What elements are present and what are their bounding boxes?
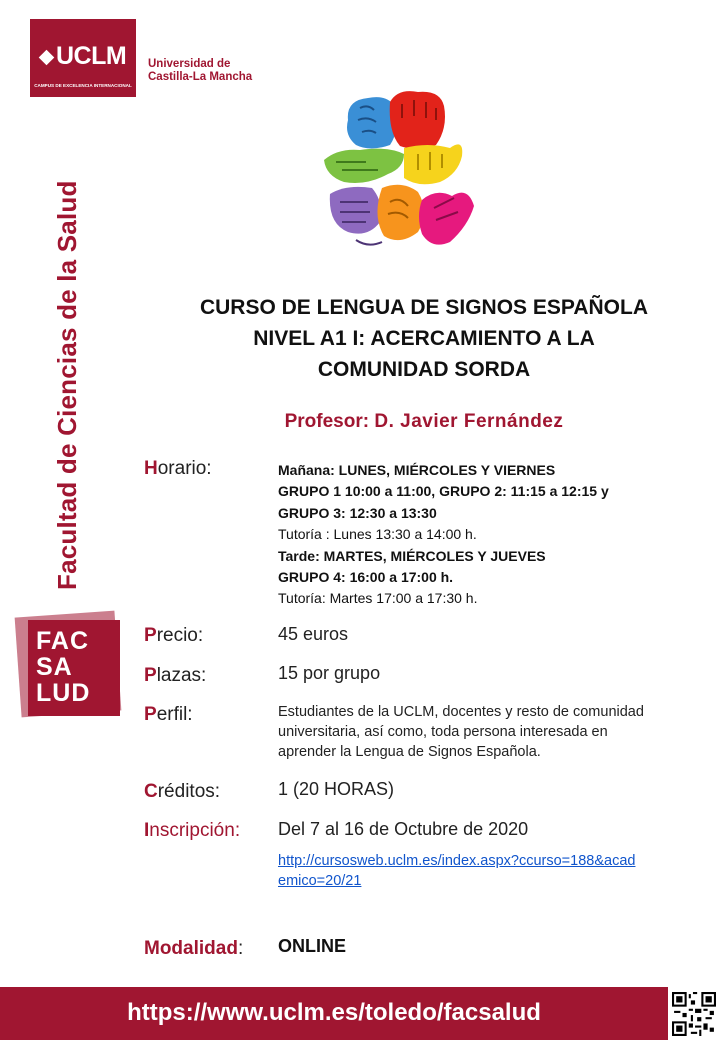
teacher-label: Profesor: bbox=[284, 411, 370, 432]
faculty-vertical-title: Facultad de Ciencias de la Salud bbox=[52, 180, 82, 590]
inscripcion-label-first: I bbox=[144, 820, 150, 841]
course-title-line2: NIVEL A1 I: ACERCAMIENTO A LA bbox=[253, 327, 595, 350]
registration-link-line2[interactable]: emico=20/21 bbox=[278, 873, 362, 889]
facsalud-logo-text bbox=[36, 628, 90, 706]
precio-value: 45 euros bbox=[278, 624, 349, 644]
creditos-label-first: C bbox=[144, 781, 158, 802]
schedule-line: GRUPO 3: 12:30 a 13:30 bbox=[278, 504, 437, 521]
horario-label-first: H bbox=[144, 458, 158, 479]
inscripcion-dates: Del 7 al 16 de Octubre de 2020 bbox=[278, 819, 529, 839]
schedule-line: GRUPO 1 10:00 a 11:00, GRUPO 2: 11:15 a 12:15 y bbox=[278, 483, 609, 500]
university-line2: Castilla-La Mancha bbox=[148, 71, 253, 83]
sign-language-hands-image bbox=[318, 90, 478, 255]
schedule-line: Tutoría : Lunes 13:30 a 14:00 h. bbox=[278, 526, 477, 543]
modalidad-label-colon: : bbox=[237, 938, 244, 959]
plazas-label bbox=[144, 665, 206, 687]
horario-label bbox=[144, 458, 212, 480]
registration-link-line1[interactable]: http://cursosweb.uclm.es/index.aspx?ccurso=188&acad bbox=[278, 853, 636, 869]
perfil-label-rest: erfil: bbox=[156, 704, 193, 725]
schedule bbox=[278, 460, 609, 610]
creditos-value: 1 (20 HORAS) bbox=[278, 779, 395, 799]
horario-label-rest: orario: bbox=[157, 458, 212, 479]
schedule-line: Mañana: LUNES, MIÉRCOLES Y VIERNES bbox=[278, 462, 556, 478]
schedule-line: GRUPO 4: 16:00 a 17:00 h. bbox=[278, 569, 454, 586]
course-title-line1: CURSO DE LENGUA DE SIGNOS ESPAÑOLA bbox=[199, 296, 649, 319]
university-line1: Universidad de bbox=[148, 58, 231, 70]
facsalud-line1: FAC bbox=[36, 627, 89, 655]
footer-url[interactable]: https://www.uclm.es/toledo/facsalud bbox=[127, 999, 541, 1026]
schedule-line: Tarde: MARTES, MIÉRCOLES Y JUEVES bbox=[278, 547, 546, 564]
uclm-logo-text: UCLM bbox=[56, 42, 127, 70]
schedule-line: Tutoría: Martes 17:00 a 17:30 h. bbox=[278, 590, 478, 607]
uclm-diamond-icon bbox=[39, 50, 55, 66]
plazas-value: 15 por grupo bbox=[278, 663, 381, 683]
inscripcion-label bbox=[144, 820, 240, 842]
inscripcion-label-rest: nscripción: bbox=[149, 820, 241, 841]
plazas-label-first: P bbox=[144, 665, 157, 686]
precio-label bbox=[144, 625, 203, 647]
teacher bbox=[150, 411, 698, 433]
qr-code-icon bbox=[672, 992, 716, 1036]
perfil-line: universitaria, así como, toda persona interesada en bbox=[278, 724, 608, 740]
perfil-value bbox=[278, 702, 644, 762]
precio-label-rest: recio: bbox=[156, 625, 204, 646]
facsalud-logo bbox=[18, 614, 123, 718]
creditos-label-rest: réditos: bbox=[157, 781, 221, 802]
modalidad-label-text: Modalidad bbox=[144, 938, 238, 959]
plazas-label-rest: lazas: bbox=[156, 665, 207, 686]
modalidad-label bbox=[144, 938, 243, 960]
registration-link[interactable] bbox=[278, 851, 698, 891]
modalidad-value: ONLINE bbox=[278, 936, 347, 956]
uclm-logo-subtext: CAMPUS DE EXCELENCIA INTERNACIONAL bbox=[34, 83, 132, 88]
facsalud-line3: LUD bbox=[36, 679, 91, 707]
perfil-label-first: P bbox=[144, 704, 157, 725]
course-title-line3: COMUNIDAD SORDA bbox=[317, 358, 531, 381]
course-title bbox=[150, 292, 698, 385]
precio-label-first: P bbox=[144, 625, 157, 646]
perfil-line: Estudiantes de la UCLM, docentes y resto de comunidad bbox=[278, 704, 644, 720]
creditos-label bbox=[144, 781, 220, 803]
uclm-logo bbox=[30, 19, 136, 97]
teacher-name: D. Javier Fernández bbox=[374, 411, 564, 432]
university-name bbox=[148, 58, 252, 84]
footer-bar bbox=[0, 987, 668, 1040]
facsalud-line2: SA bbox=[36, 653, 73, 681]
perfil-line: aprender la Lengua de Signos Española. bbox=[278, 744, 541, 760]
perfil-label bbox=[144, 704, 193, 726]
